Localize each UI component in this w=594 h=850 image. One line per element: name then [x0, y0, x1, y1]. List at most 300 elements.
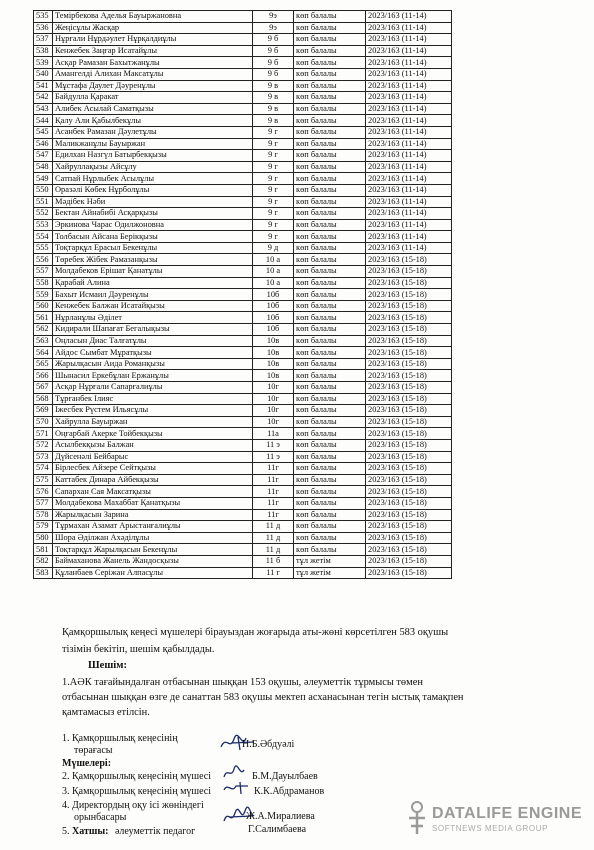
member3-signature-icon [222, 780, 252, 796]
secretary-role: әлеуметтік педагог [114, 826, 196, 837]
table-row [34, 115, 452, 127]
category-cell: көп балалы [294, 544, 366, 556]
table-row [34, 358, 452, 370]
student-name: Тоқтарқұл Жарылқасын Бекенұлы [53, 544, 253, 556]
category-cell: көп балалы [294, 370, 366, 382]
class-cell: 9 в [253, 115, 294, 127]
class-cell: 9 г [253, 219, 294, 231]
student-name: Сатпай Нұрлыбек Асылұлы [53, 173, 253, 185]
row-number: 565 [34, 358, 53, 370]
class-cell: 11 б [253, 555, 294, 567]
student-name: Қалу Али Қабылбекұлы [53, 115, 253, 127]
student-name: Шора Әділжан Ахәділұлы [53, 532, 253, 544]
student-name: Алибек Асылай Саматқызы [53, 103, 253, 115]
order-number-cell: 2023/163 (15-18) [366, 567, 452, 579]
class-cell: 11г [253, 474, 294, 486]
category-cell: көп балалы [294, 115, 366, 127]
order-number-cell: 2023/163 (11-14) [366, 34, 452, 46]
order-number-cell: 2023/163 (15-18) [366, 277, 452, 289]
table-row [34, 451, 452, 463]
order-number-cell: 2023/163 (15-18) [366, 324, 452, 336]
order-number-cell: 2023/163 (15-18) [366, 428, 452, 440]
class-cell: 9 г [253, 126, 294, 138]
student-name: Едилхан Назгүл Батырбекқызы [53, 150, 253, 162]
student-name: Мәдібек Нәби [53, 196, 253, 208]
class-cell: 11г [253, 486, 294, 498]
table-row [34, 173, 452, 185]
class-cell: 9 б [253, 34, 294, 46]
table-row [34, 22, 452, 34]
row-number: 569 [34, 405, 53, 417]
row-number: 583 [34, 567, 53, 579]
secretary-number: 5. [62, 826, 70, 837]
row-number: 545 [34, 126, 53, 138]
row-number: 563 [34, 335, 53, 347]
row-number: 553 [34, 219, 53, 231]
table-row [34, 509, 452, 521]
table-row [34, 219, 452, 231]
category-cell: көп балалы [294, 347, 366, 359]
category-cell: көп балалы [294, 161, 366, 173]
table-row [34, 34, 452, 46]
student-name: Тоқтарқұл Ерасыл Бекенұлы [53, 242, 253, 254]
row-number: 548 [34, 161, 53, 173]
student-name: Іжесбек Рүстем Ильясұлы [53, 405, 253, 417]
row-number: 577 [34, 497, 53, 509]
table-row [34, 184, 452, 196]
category-cell: көп балалы [294, 335, 366, 347]
student-name: Қарабай Алина [53, 277, 253, 289]
member2-signature-icon [222, 765, 246, 781]
class-cell: 11г [253, 509, 294, 521]
class-cell: 9 г [253, 173, 294, 185]
order-number-cell: 2023/163 (11-14) [366, 92, 452, 104]
row-number: 547 [34, 150, 53, 162]
student-name: Төребек Жібек Рамазанқызы [53, 254, 253, 266]
class-cell: 10г [253, 382, 294, 394]
class-cell: 10б [253, 324, 294, 336]
member2-role: 2. Қамқоршылық кеңесінің мүшесі [62, 771, 211, 782]
class-cell: 9 в [253, 80, 294, 92]
order-number-cell: 2023/163 (11-14) [366, 115, 452, 127]
table-row [34, 92, 452, 104]
student-name: Кенжебек Заңғар Исатайұлы [53, 45, 253, 57]
table-row [34, 312, 452, 324]
order-number-cell: 2023/163 (15-18) [366, 335, 452, 347]
row-number: 566 [34, 370, 53, 382]
order-number-cell: 2023/163 (15-18) [366, 382, 452, 394]
class-cell: 11г [253, 463, 294, 475]
category-cell: көп балалы [294, 509, 366, 521]
table-row [34, 416, 452, 428]
class-cell: 9э [253, 11, 294, 23]
order-number-cell: 2023/163 (11-14) [366, 219, 452, 231]
student-name: Асылбекқызы Балжан [53, 439, 253, 451]
student-name: Байдулла Қаракат [53, 92, 253, 104]
table-row [34, 126, 452, 138]
student-name: Бахыт Исмаил Дәуренұлы [53, 289, 253, 301]
student-name: Хайруллақызы Айсұлу [53, 161, 253, 173]
student-name: Толбасын Айсана Берікқызы [53, 231, 253, 243]
table-row [34, 428, 452, 440]
row-number: 582 [34, 555, 53, 567]
row-number: 543 [34, 103, 53, 115]
order-number-cell: 2023/163 (11-14) [366, 126, 452, 138]
order-number-cell: 2023/163 (15-18) [366, 439, 452, 451]
member4-role [62, 800, 204, 824]
row-number: 570 [34, 416, 53, 428]
category-cell: көп балалы [294, 521, 366, 533]
row-number: 550 [34, 184, 53, 196]
category-cell: көп балалы [294, 173, 366, 185]
row-number: 571 [34, 428, 53, 440]
class-cell: 9 д [253, 242, 294, 254]
table-row [34, 567, 452, 579]
student-name: Айдос Сымбат Мұратқызы [53, 347, 253, 359]
secretary-name: Г.Салимбаева [248, 824, 307, 835]
class-cell: 9 г [253, 208, 294, 220]
order-number-cell: 2023/163 (15-18) [366, 312, 452, 324]
site-logo-icon [405, 800, 429, 836]
class-cell: 9 г [253, 138, 294, 150]
class-cell: 9 г [253, 196, 294, 208]
order-number-cell: 2023/163 (15-18) [366, 405, 452, 417]
row-number: 575 [34, 474, 53, 486]
order-number-cell: 2023/163 (11-14) [366, 184, 452, 196]
order-number-cell: 2023/163 (15-18) [366, 555, 452, 567]
student-name: Оңғарбай Акерке Тойбекқызы [53, 428, 253, 440]
student-name: Хайрулла Бауыржан [53, 416, 253, 428]
category-cell: көп балалы [294, 92, 366, 104]
order-number-cell: 2023/163 (15-18) [366, 474, 452, 486]
secretary-label: Хатшы: [72, 826, 109, 837]
member4-role-line1: 4. Директордың оқу ісі жөніндегі [62, 800, 204, 811]
category-cell: көп балалы [294, 463, 366, 475]
order-number-cell: 2023/163 (11-14) [366, 11, 452, 23]
table-row [34, 150, 452, 162]
category-cell: көп балалы [294, 324, 366, 336]
decision-heading: Шешім: [88, 660, 127, 671]
table-row [34, 138, 452, 150]
member4-name: Ж.А.Миралиева [246, 811, 315, 822]
category-cell: тұл жетім [294, 555, 366, 567]
category-cell: көп балалы [294, 196, 366, 208]
order-number-cell: 2023/163 (15-18) [366, 497, 452, 509]
row-number: 555 [34, 242, 53, 254]
category-cell: көп балалы [294, 208, 366, 220]
row-number: 539 [34, 57, 53, 69]
category-cell: көп балалы [294, 532, 366, 544]
row-number: 536 [34, 22, 53, 34]
category-cell: көп балалы [294, 57, 366, 69]
class-cell: 9э [253, 22, 294, 34]
order-number-cell: 2023/163 (15-18) [366, 347, 452, 359]
table-row [34, 161, 452, 173]
watermark-subtitle: SOFTNEWS MEDIA GROUP [432, 824, 549, 833]
class-cell: 11 д [253, 544, 294, 556]
category-cell: көп балалы [294, 358, 366, 370]
category-cell: көп балалы [294, 474, 366, 486]
class-cell: 10 а [253, 277, 294, 289]
class-cell: 11 д [253, 532, 294, 544]
category-cell: көп балалы [294, 289, 366, 301]
category-cell: көп балалы [294, 451, 366, 463]
category-cell: көп балалы [294, 277, 366, 289]
student-name: Кидирали Шапағат Бегалықызы [53, 324, 253, 336]
table-row [34, 521, 452, 533]
category-cell: көп балалы [294, 11, 366, 23]
table-row [34, 277, 452, 289]
table-row [34, 347, 452, 359]
table-row [34, 242, 452, 254]
category-cell: көп балалы [294, 150, 366, 162]
row-number: 562 [34, 324, 53, 336]
table-row [34, 463, 452, 475]
order-number-cell: 2023/163 (15-18) [366, 451, 452, 463]
student-name: Мұстафа Даулет Дәуренұлы [53, 80, 253, 92]
table-row [34, 254, 452, 266]
row-number: 551 [34, 196, 53, 208]
table-row [34, 231, 452, 243]
student-name: Асқар Рамазан Бахытжанұлы [53, 57, 253, 69]
student-name: Оңласын Диас Талғатұлы [53, 335, 253, 347]
class-cell: 9 в [253, 92, 294, 104]
order-number-cell: 2023/163 (11-14) [366, 57, 452, 69]
row-number: 558 [34, 277, 53, 289]
class-cell: 10г [253, 416, 294, 428]
category-cell: көп балалы [294, 416, 366, 428]
order-number-cell: 2023/163 (11-14) [366, 231, 452, 243]
student-name: Тұрмахан Азамат Арыстанғалиұлы [53, 521, 253, 533]
order-number-cell: 2023/163 (15-18) [366, 486, 452, 498]
table-row [34, 370, 452, 382]
class-cell: 10 а [253, 254, 294, 266]
row-number: 581 [34, 544, 53, 556]
class-cell: 11 э [253, 439, 294, 451]
category-cell: көп балалы [294, 184, 366, 196]
table-row [34, 335, 452, 347]
table-row [34, 11, 452, 23]
order-number-cell: 2023/163 (11-14) [366, 103, 452, 115]
decision-text: 1.АӘК тағайындалған отбасынан шыққан 153 оқушы, әлеуметтік тұрмысы төмен отбасынан шыққан өзге де санаттан 583 оқушы мектеп асханасынан тегін ыстық тамақпен қамтамасыз етілсін. [62, 677, 464, 718]
table-row [34, 486, 452, 498]
row-number: 535 [34, 11, 53, 23]
row-number: 541 [34, 80, 53, 92]
order-number-cell: 2023/163 (11-14) [366, 68, 452, 80]
category-cell: көп балалы [294, 126, 366, 138]
category-cell: тұл жетім [294, 567, 366, 579]
table-row [34, 300, 452, 312]
table-row [34, 393, 452, 405]
order-number-cell: 2023/163 (11-14) [366, 196, 452, 208]
student-name: Дүйсенәлі Бейбарыс [53, 451, 253, 463]
class-cell: 10б [253, 289, 294, 301]
table-row [34, 555, 452, 567]
class-cell: 9 г [253, 184, 294, 196]
table-row [34, 324, 452, 336]
row-number: 561 [34, 312, 53, 324]
order-number-cell: 2023/163 (15-18) [366, 544, 452, 556]
table-row [34, 103, 452, 115]
student-name: Сапархан Сая Максатқызы [53, 486, 253, 498]
class-cell: 11г [253, 497, 294, 509]
student-name: Құланбаев Серіжан Алпасұлы [53, 567, 253, 579]
class-cell: 11 э [253, 451, 294, 463]
category-cell: көп балалы [294, 382, 366, 394]
order-number-cell: 2023/163 (11-14) [366, 138, 452, 150]
table-row [34, 405, 452, 417]
category-cell: көп балалы [294, 34, 366, 46]
class-cell: 9 г [253, 150, 294, 162]
member2-name: Б.М.Дауылбаев [252, 771, 318, 782]
table-row [34, 532, 452, 544]
category-cell: көп балалы [294, 22, 366, 34]
class-cell: 10б [253, 312, 294, 324]
order-number-cell: 2023/163 (15-18) [366, 521, 452, 533]
student-name: Тұрғанбек Ілияс [53, 393, 253, 405]
order-number-cell: 2023/163 (15-18) [366, 254, 452, 266]
chair-name: Н.Б.Әбдуәлі [242, 739, 295, 750]
student-name: Кенжебек Балжан Исатайқызы [53, 300, 253, 312]
row-number: 572 [34, 439, 53, 451]
row-number: 540 [34, 68, 53, 80]
class-cell: 11 д [253, 521, 294, 533]
order-number-cell: 2023/163 (11-14) [366, 22, 452, 34]
class-cell: 9 в [253, 103, 294, 115]
category-cell: көп балалы [294, 439, 366, 451]
category-cell: көп балалы [294, 80, 366, 92]
category-cell: көп балалы [294, 393, 366, 405]
table-row [34, 68, 452, 80]
student-name: Оразәлі Көбек Нұрболұлы [53, 184, 253, 196]
order-number-cell: 2023/163 (15-18) [366, 289, 452, 301]
student-name: Асанбек Рамазан Дәулетұлы [53, 126, 253, 138]
order-number-cell: 2023/163 (11-14) [366, 208, 452, 220]
row-number: 546 [34, 138, 53, 150]
category-cell: көп балалы [294, 231, 366, 243]
table-row [34, 544, 452, 556]
class-cell: 11 г [253, 567, 294, 579]
row-number: 564 [34, 347, 53, 359]
class-cell: 9 г [253, 161, 294, 173]
order-number-cell: 2023/163 (11-14) [366, 173, 452, 185]
order-number-cell: 2023/163 (15-18) [366, 532, 452, 544]
row-number: 557 [34, 266, 53, 278]
category-cell: көп балалы [294, 486, 366, 498]
category-cell: көп балалы [294, 405, 366, 417]
row-number: 538 [34, 45, 53, 57]
student-name: Жеңісұлы Жасқар [53, 22, 253, 34]
category-cell: көп балалы [294, 497, 366, 509]
table-row [34, 80, 452, 92]
category-cell: көп балалы [294, 219, 366, 231]
table-row [34, 497, 452, 509]
student-name: Бектан Айнабибі Асқарқызы [53, 208, 253, 220]
row-number: 576 [34, 486, 53, 498]
row-number: 544 [34, 115, 53, 127]
class-cell: 10в [253, 347, 294, 359]
class-cell: 10г [253, 393, 294, 405]
order-number-cell: 2023/163 (15-18) [366, 393, 452, 405]
table-row [34, 208, 452, 220]
table-row [34, 439, 452, 451]
student-list-table [33, 10, 452, 579]
table-row [34, 57, 452, 69]
student-name: Маликжанұлы Бауыржан [53, 138, 253, 150]
table-row [34, 196, 452, 208]
student-name: Жарылқасын Зарина [53, 509, 253, 521]
row-number: 559 [34, 289, 53, 301]
category-cell: көп балалы [294, 266, 366, 278]
student-name: Асқар Нұрғали Сапарғалиұлы [53, 382, 253, 394]
category-cell: көп балалы [294, 138, 366, 150]
class-cell: 10в [253, 358, 294, 370]
category-cell: көп балалы [294, 312, 366, 324]
order-number-cell: 2023/163 (11-14) [366, 45, 452, 57]
category-cell: көп балалы [294, 428, 366, 440]
student-name: Жарылқасын Аида Романқызы [53, 358, 253, 370]
member4-role-line2: орынбасары [74, 812, 127, 823]
class-cell: 10в [253, 370, 294, 382]
row-number: 560 [34, 300, 53, 312]
member3-role: 3. Қамқоршылық кеңесінің мүшесі [62, 786, 211, 797]
order-number-cell: 2023/163 (11-14) [366, 80, 452, 92]
table-row [34, 382, 452, 394]
order-number-cell: 2023/163 (15-18) [366, 463, 452, 475]
category-cell: көп балалы [294, 68, 366, 80]
student-name: Эркинова Чарас Одилжоновна [53, 219, 253, 231]
class-cell: 9 б [253, 45, 294, 57]
chair-role-line2: төрағасы [74, 745, 113, 756]
order-number-cell: 2023/163 (15-18) [366, 370, 452, 382]
table-row [34, 266, 452, 278]
row-number: 579 [34, 521, 53, 533]
row-number: 556 [34, 254, 53, 266]
class-cell: 10г [253, 405, 294, 417]
student-name: Нұрланұлы Әділет [53, 312, 253, 324]
row-number: 574 [34, 463, 53, 475]
order-number-cell: 2023/163 (15-18) [366, 300, 452, 312]
order-number-cell: 2023/163 (15-18) [366, 266, 452, 278]
secretary-line [62, 826, 195, 838]
class-cell: 10в [253, 335, 294, 347]
table-row [34, 474, 452, 486]
table-row [34, 45, 452, 57]
chair-role-line1: 1. Қамқоршылық кеңесінің [62, 733, 178, 744]
category-cell: көп балалы [294, 45, 366, 57]
row-number: 552 [34, 208, 53, 220]
student-name: Молдабеков Ерішат Қанатұлы [53, 266, 253, 278]
table-row [34, 289, 452, 301]
class-cell: 11а [253, 428, 294, 440]
student-name: Каттабек Динара Айбекқызы [53, 474, 253, 486]
row-number: 554 [34, 231, 53, 243]
order-number-cell: 2023/163 (11-14) [366, 150, 452, 162]
chair-role [62, 733, 178, 757]
class-cell: 10 а [253, 266, 294, 278]
student-name: Темірбекова Аделья Бауыржановна [53, 11, 253, 23]
order-number-cell: 2023/163 (15-18) [366, 509, 452, 521]
row-number: 537 [34, 34, 53, 46]
watermark-title: DATALIFE ENGINE [432, 805, 583, 822]
class-cell: 9 г [253, 231, 294, 243]
category-cell: көп балалы [294, 300, 366, 312]
row-number: 549 [34, 173, 53, 185]
student-list-body [34, 11, 452, 579]
student-name: Шынасил Еркебұлан Ержанұлы [53, 370, 253, 382]
class-cell: 10б [253, 300, 294, 312]
category-cell: көп балалы [294, 242, 366, 254]
